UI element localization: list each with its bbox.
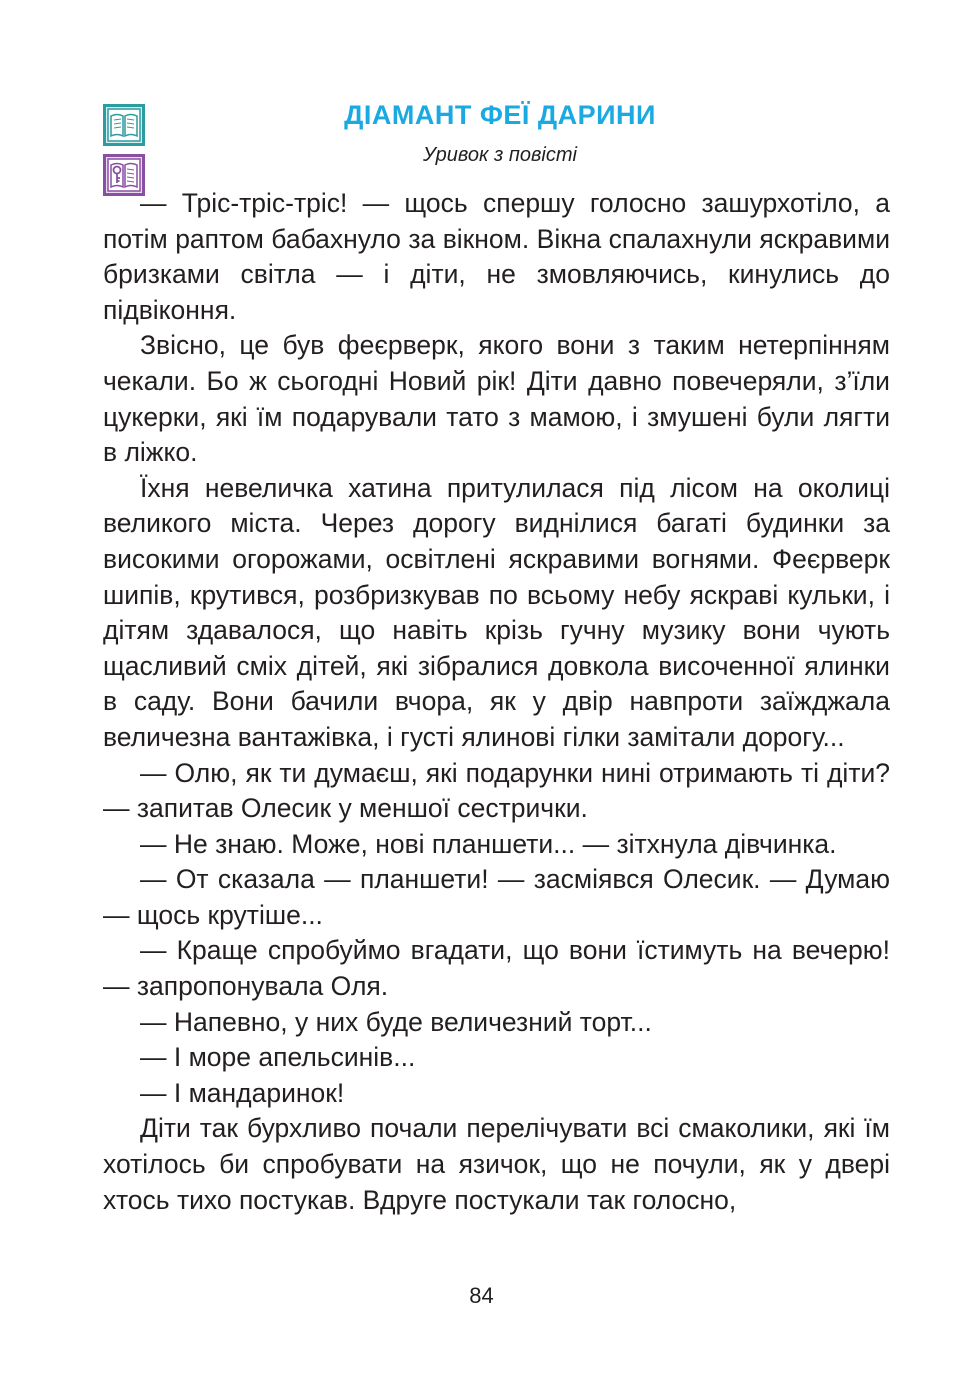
story-text [103, 186, 890, 1218]
page-number: 84 [469, 1283, 494, 1308]
paragraph: — Олю, як ти думаєш, які подарунки нині отримають ті діти? — запитав Олесик у меншої сестрички. [103, 757, 890, 824]
paragraph: — І мандаринок! [140, 1077, 345, 1108]
paragraph: Діти так бурхливо почали перелічувати всі смаколики, які їм хотілось би спробувати на язичок, що не почули, як у двері хтось тихо постукав. Вдруге постукали так голосно, [103, 1113, 890, 1215]
story-subtitle: Уривок з повісті [423, 144, 577, 166]
paragraph: — Не знаю. Може, нові планшети... — зітхнула дівчинка. [140, 828, 837, 859]
open-book-icon [103, 104, 145, 146]
paragraph: — Напевно, у них буде величезний торт... [140, 1006, 652, 1037]
paragraph: — Краще спробуймо вгадати, що вони їстимуть на вечерю! — запропонувала Оля. [103, 935, 890, 1002]
story-title: ДІАМАНТ ФЕЇ ДАРИНИ [344, 100, 656, 130]
paragraph: — Тріс-тріс-тріс! — щось спершу голосно зашурхотіло, а потім раптом бабахнуло за вікном. Вікна спалахнули яскравими бризками світла — і діти, не змовляючись, кинулись до підвіконня. [103, 188, 890, 325]
paragraph: — От сказала — планшети! — засміявся Олесик. — Думаю — щось крутіше... [103, 864, 890, 930]
paragraph: Їхня невеличка хатина притулилася під лісом на околиці великого міста. Через дорогу виднілися багаті будинки за високими огорожами, освітлені яскравими вогнями. Феєрверк шипів, крутився, розбризкував по всьому небу яскраві кульки, і дітям здавалося, що навіть крізь гучну музику вони чують щасливий сміх дітей, які зібралися довкола височенної ялинки в саду. Вони бачили вчора, як у двір навпроти заїжджала величезна вантажівка, і густі ялинові гілки замітали дорогу... [103, 472, 890, 752]
paragraph: — І море апельсинів... [140, 1042, 416, 1073]
paragraph: Звісно, це був феєрверк, якого вони з таким нетерпінням чекали. Бо ж сьогодні Новий рік! Діти давно повечеряли, з’їли цукерки, які їм подарували тато з мамою, і змушені були лягти в ліжко. [103, 330, 890, 468]
